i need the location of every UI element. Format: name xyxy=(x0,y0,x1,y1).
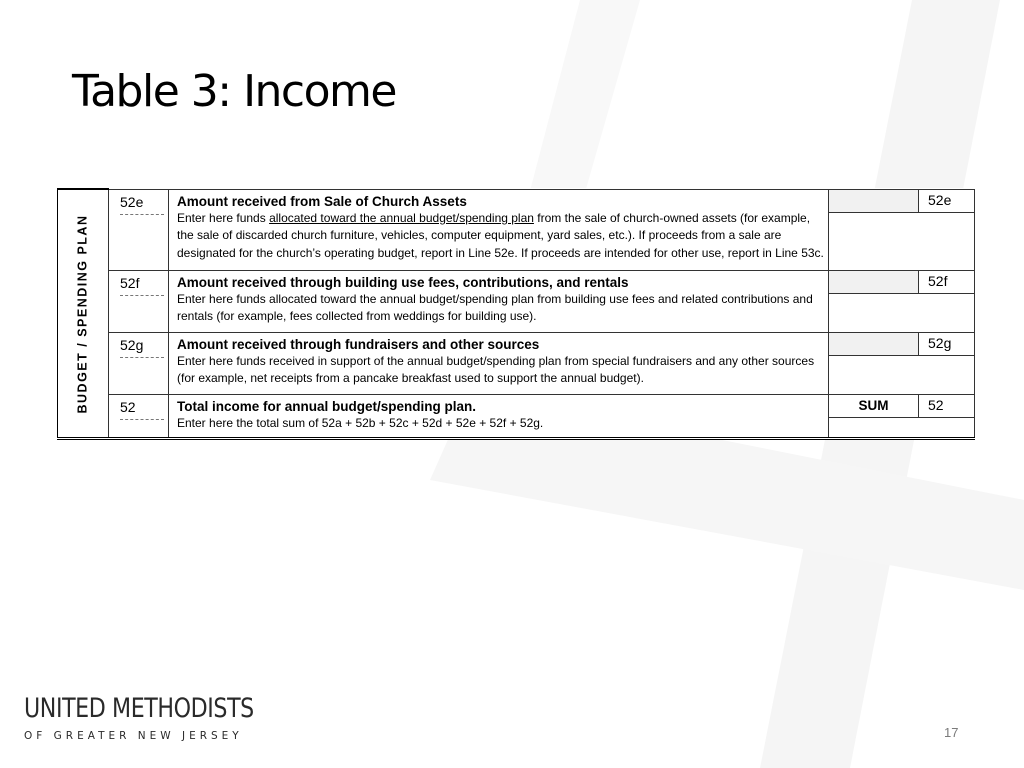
income-form-table xyxy=(57,188,975,440)
blank-cell xyxy=(829,417,975,438)
page-number: 17 xyxy=(944,725,959,740)
line-code: 52g xyxy=(120,337,164,359)
underlined-phrase: allocated toward the annual budget/spending plan xyxy=(269,210,534,225)
line-title: Amount received from Sale of Church Assets xyxy=(177,193,467,209)
line-code: 52f xyxy=(120,275,164,297)
line-description-cell xyxy=(169,332,829,394)
line-description: Enter here the total sum of 52a + 52b + 52c + 52d + 52e + 52f + 52g. xyxy=(177,415,544,430)
sum-label: SUM xyxy=(829,394,919,417)
table-row xyxy=(58,332,975,355)
amount-entry-field[interactable] xyxy=(829,189,919,212)
table-row xyxy=(58,270,975,293)
line-reference: 52 xyxy=(919,394,975,417)
amount-entry-field[interactable] xyxy=(829,332,919,355)
logo-main-text: UNITED METHODISTS xyxy=(24,693,254,724)
line-reference: 52e xyxy=(919,189,975,212)
line-code: 52 xyxy=(120,399,164,421)
line-code-cell xyxy=(109,189,169,270)
amount-entry-field[interactable] xyxy=(829,270,919,293)
line-description-cell xyxy=(169,270,829,332)
line-description-cell xyxy=(169,394,829,438)
line-reference: 52g xyxy=(919,332,975,355)
line-title: Amount received through fundraisers and other sources xyxy=(177,336,540,352)
table-row-total xyxy=(58,394,975,417)
line-code-cell xyxy=(109,394,169,438)
line-description: Enter here funds allocated toward the annual budget/spending plan from building use fees and related contributions and rentals (for example, fees collected from weddings for building use). xyxy=(177,291,813,324)
table-row xyxy=(58,189,975,212)
line-title: Amount received through building use fees, contributions, and rentals xyxy=(177,274,629,290)
line-code-cell xyxy=(109,270,169,332)
slide-title: Table 3: Income xyxy=(72,66,396,117)
line-title: Total income for annual budget/spending plan. xyxy=(177,398,477,414)
line-description-cell xyxy=(169,189,829,270)
side-label-cell xyxy=(58,189,109,439)
blank-cell xyxy=(829,293,975,332)
line-reference: 52f xyxy=(919,270,975,293)
blank-cell xyxy=(829,212,975,270)
line-description: Enter here funds received in support of the annual budget/spending plan from special fundraisers and any other sources (for example, net receipts from a pancake breakfast used to support the annual budget). xyxy=(177,353,815,386)
logo-subtitle: OF GREATER NEW JERSEY xyxy=(24,730,243,742)
organization-logo xyxy=(24,694,304,742)
side-label: BUDGET / SPENDING PLAN xyxy=(75,214,90,413)
line-code: 52e xyxy=(120,194,164,216)
line-description: Enter here funds allocated toward the annual budget/spending plan from the sale of church-owned assets (for example, the sale of discarded church furniture, vehicles, computer equipment, yard sales, etc.). If proceeds from a sale are designated for the church’s operating budget, report in Line 52e. If proceeds are intended for other use, report in Line 53c. xyxy=(177,210,824,260)
line-code-cell xyxy=(109,332,169,394)
blank-cell xyxy=(829,355,975,394)
